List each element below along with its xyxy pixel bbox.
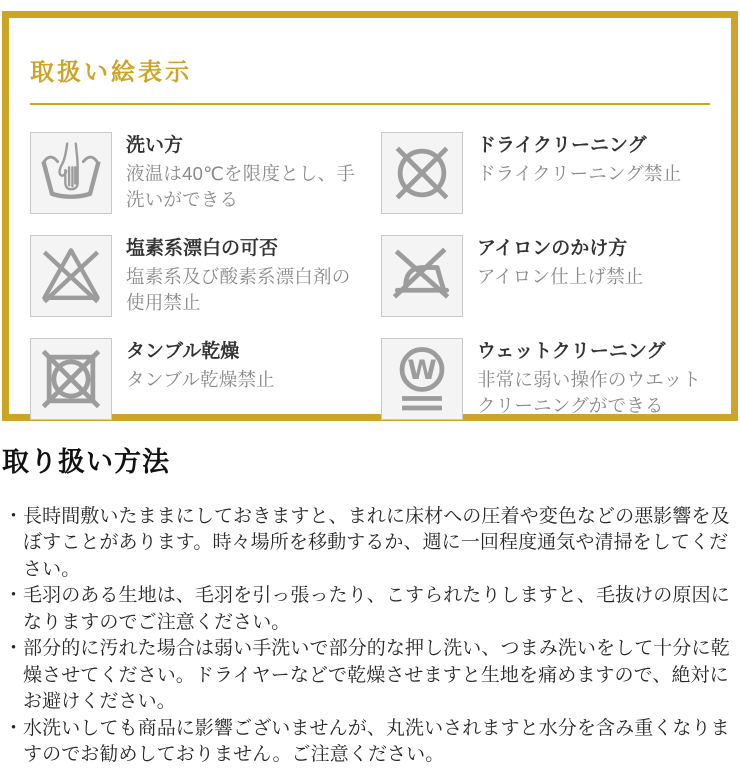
care-item-desc: ドライクリーニング禁止 (477, 163, 682, 185)
care-symbols-panel (2, 11, 738, 421)
care-item-title: 洗い方 (126, 135, 184, 157)
wet-cleaning-letter: W (407, 355, 437, 387)
care-item-iron (381, 235, 714, 317)
care-symbols-grid (30, 132, 710, 420)
no-bleach-icon (30, 235, 112, 317)
handling-list-item (2, 636, 738, 716)
handling-list-item (2, 504, 738, 584)
care-item-dry-cleaning (381, 132, 714, 214)
bullet-marker: ・ (4, 717, 24, 739)
no-tumble-dry-icon (30, 338, 112, 420)
no-dry-cleaning-icon (381, 132, 463, 214)
care-item-desc: 液温は40℃を限度とし、手洗いができる (126, 163, 355, 211)
bullet-marker: ・ (4, 638, 24, 660)
handling-text: 毛羽のある生地は、毛羽を引っ張ったり、こすられたりしますと、毛抜けの原因になりますのでご注意ください。 (23, 585, 730, 633)
care-item-desc: 非常に弱い操作のウエットクリーニングができる (477, 369, 702, 417)
handling-text: 長時間敷いたままにしておきますと、まれに床材への圧着や変色などの悪影響を及ぼすことがあります。時々場所を移動するか、週に一回程度通気や清掃をしてください。 (23, 505, 730, 580)
care-item-desc: 塩素系及び酸素系漂白剤の使用禁止 (126, 266, 351, 314)
handling-title: 取り扱い方法 (2, 447, 170, 478)
handling-list-item (2, 583, 738, 636)
care-item-wet-cleaning (381, 338, 714, 420)
handling-section (0, 443, 740, 768)
bullet-marker: ・ (4, 585, 24, 607)
handling-text: 部分的に汚れた場合は弱い手洗いで部分的な押し洗い、つまみ洗いをして十分に乾燥させてください。ドライヤーなどで乾燥させますと生地を痛めますので、絶対にお避けください。 (23, 638, 730, 713)
care-item-tumble-dry (30, 338, 363, 420)
no-iron-icon (381, 235, 463, 317)
bullet-marker: ・ (4, 505, 24, 527)
care-item-wash (30, 132, 363, 214)
handling-list (2, 504, 738, 769)
care-symbols-title: 取扱い絵表示 (30, 59, 192, 87)
care-item-bleach (30, 235, 363, 317)
care-item-title: ドライクリーニング (477, 135, 647, 157)
care-item-desc: アイロン仕上げ禁止 (477, 266, 644, 288)
care-item-title: アイロンのかけ方 (477, 238, 628, 260)
wet-cleaning-icon (381, 338, 463, 420)
handwash-icon (30, 132, 112, 214)
title-divider (30, 103, 710, 105)
handling-list-item (2, 716, 738, 769)
handling-text: 水洗いしても商品に影響ございませんが、丸洗いされますと水分を含み重くなりますのでお勧めしておりません。ご注意ください。 (23, 717, 730, 766)
care-item-title: タンブル乾燥 (126, 341, 240, 363)
care-item-title: 塩素系漂白の可否 (126, 238, 279, 260)
care-item-title: ウェットクリーニング (477, 341, 666, 363)
care-item-desc: タンブル乾燥禁止 (126, 369, 275, 391)
